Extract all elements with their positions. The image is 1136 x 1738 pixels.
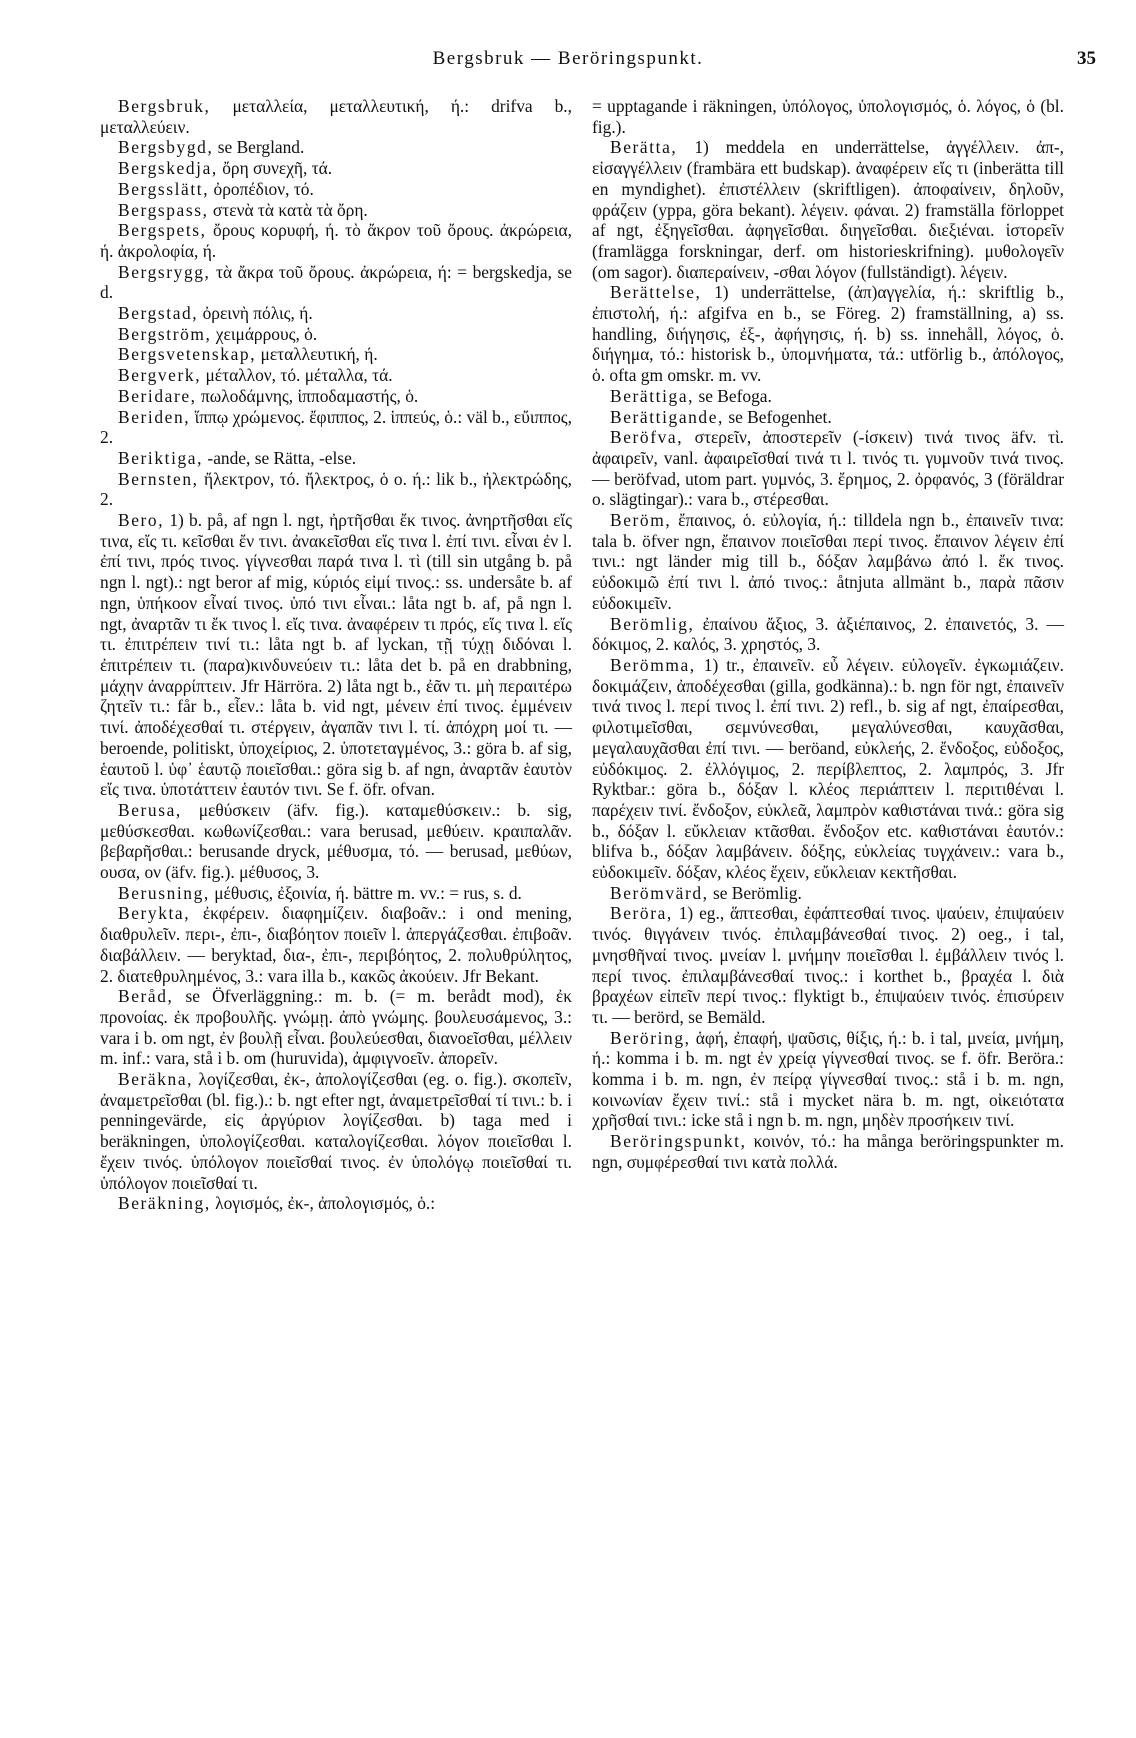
entry-headword: Bergsslätt, bbox=[118, 178, 210, 199]
dictionary-entry bbox=[100, 883, 572, 904]
entry-headword: Bergsvetenskap, bbox=[118, 344, 257, 365]
dictionary-entry bbox=[100, 200, 572, 221]
entry-headword: Berättigande, bbox=[610, 406, 724, 427]
dictionary-entry bbox=[592, 386, 1064, 407]
entry-definition: ἐκφέρειν. διαφημίζειν. διαβοᾶν.: i ond mening, διαθρυλεῖν. περι-, ἐπι-, διαβόητον ποιεῖν l. ἀπεργάζεσθαι. ἐπιβοᾶν. διαβάλλειν. — beryktad, δια-, ἐπι-, περιβόητος, 2. πολυθρύλητος, 2. διατεθρυλημένος, 3.: vara illa b., κακῶς ἀκούειν. Jfr Bekant. bbox=[100, 903, 572, 986]
dictionary-entry bbox=[592, 1028, 1064, 1132]
dictionary-entry bbox=[100, 324, 572, 345]
entry-headword: Bergverk, bbox=[118, 365, 202, 386]
dictionary-entry bbox=[592, 510, 1064, 614]
entry-definition: ἵππῳ χρώμενος. ἔφιππος, 2. ἱππεύς, ὁ.: väl b., εὔιππος, 2. bbox=[100, 406, 572, 448]
dictionary-entry bbox=[100, 510, 572, 800]
entry-headword: Berömma, bbox=[610, 654, 696, 675]
left-column bbox=[100, 96, 572, 1214]
entry-definition: 1) eg., ἅπτεσθαι, ἐφάπτεσθαί τινος. ψαύειν, ἐπιψαύειν τινός. θιγγάνειν τινός. ἐπιλαμβάνεσθαί τινος. 2) oeg., i tal, μνησθῆναί τινος. μνείαν l. μνήμην ποιεῖσθαι l. ἐμβάλλειν τινός l. περί τινος. ἐπιλαμβάνεσθαί τινος.: i korthet b., βραχέα l. διὰ βραχέων εἰπεῖν περί τινος.: flyktigt b., ἐπιψαύειν τινός. ἐπισύρειν τι. — berörd, se Bemäld. bbox=[592, 903, 1064, 1027]
dictionary-entry bbox=[100, 1069, 572, 1193]
entry-definition: ὄρους κορυφή, ή. τὸ ἄκρον τοῦ ὄρους. ἀκρώρεια, ή. ἀκρολοφία, ή. bbox=[100, 220, 572, 261]
entry-headword: Beriktiga, bbox=[118, 447, 204, 468]
entry-headword: Berömvärd, bbox=[610, 882, 709, 903]
entry-definition: λογίζεσθαι, ἐκ-, ἀπολογίζεσθαι (eg. o. fig.). σκοπεῖν, ἀναμετρεῖσθαι (bl. fig.).: b. ngt efter ngt, ἀναμετρεῖσθαί τί τινι.: b. i penningevärde, εἰς ἀργύριον λογίζεσθαι. b) taga med i beräkningen, ὑπολογίζεσθαι. καταλογίζεσθαι. λόγον ποιεῖσθαι l. ἔχειν τινός. ὑπόλογον ποιεῖσθαί τινος. ἐν ὑπολόγῳ ποιεῖσθαί τι. ὑπόλογον ποιεῖσθαί τι. bbox=[100, 1069, 572, 1193]
entry-definition: 1) b. på, af ngn l. ngt, ἠρτῆσθαι ἔκ τινος. ἀνηρτῆσθαι εἴς τινα, εἴς τι. κεῖσθαι ἔν τινι. ἀνακεῖσθαι εἴς τινα l. ἐπί τινι. εἶναι ἐν l. ἐπί τινι, πρός τινος. γίγνεσθαι παρά τινα l. τὶ (till sin utgång b. på ngn l. ngt).: ngt beror af mig, κύριός εἰμί τινος.: ss. undersåte b. af ngn, ὑπήκοον εἶναί τινος. ὑπό τινι εἶναι.: låta ngt b. af, på ngn l. ngt, ἀναρτᾶν τι ἔκ τινος l. εἴς τινα. ἀναφέρειν τι πρός, εἴς τινα l. εἴς τι. ἐπιτρέπειν τινί τι.: låta ngt b. af lyckan, τῇ τύχῃ διδόναι l. ἐπιτρέπειν τι. (παρα)κινδυνεύειν τι.: låta det b. på en drabbning, μάχην ἀναρρίπτειν. Jfr Härröra. 2) låta ngt b., ἐᾶν τι. μὴ περαιτέρω ζητεῖν τι.: får b., εἶεν.: låta b. vid ngt, μένειν ἐπί τινος. ἐμμένειν τινί. ἀποδέχεσθαί τι. στέργειν, ἀγαπᾶν τινι l. τί. ἀπόχρη μοί τι. — beroende, politiskt, ὑποχείριος, 2. ὑποτεταγμένος, 3.: göra b. af sig, ἑαυτοῦ l. ὑφ᾿ ἑαυτῷ ποιεῖσθαι.: göra sig b. af ngn, ἀναρτᾶν ἑαυτὸν εἴς τινα. ὑποτάττειν ἑαυτόν τινι. Se f. öfr. ofvan. bbox=[100, 510, 572, 800]
entry-definition: ἐπαίνου ἄξιος, 3. ἀξιέπαινος, 2. ἐπαινετός, 3. — δόκιμος, 2. καλός, 3. χρηστός, 3. bbox=[592, 613, 1064, 655]
entry-definition: 1) meddela en underrättelse, ἀγγέλλειν. ἀπ-, εἰσαγγέλλειν (frambära ett budskap). ἀναφέρειν εἴς τι (inberätta till en myndighet). ἐπιστέλλειν (skriftligen). ἀποφαίνειν, δηλοῦν, φράζειν (yppa, göra bekant). λέγειν. φάναι. 2) framställa förloppet af ngt, ἐξηγεῖσθαι. ἀφηγεῖσθαι. διηγεῖσθαι. διεξιέναι. ἱστορεῖν (framlägga forskningar, derf. om historieskrifning). μυθολογεῖν (om sagor). διαπεραίνειν, -σθαι λόγον (fullständigt). λέγειν. bbox=[592, 137, 1064, 282]
entry-definition: στενὰ τὰ κατὰ τὰ ὄρη. bbox=[208, 199, 368, 220]
entry-definition: μεταλλεία, μεταλλευτική, ή.: drifva b., μεταλλεύειν. bbox=[100, 96, 572, 137]
dictionary-entry bbox=[100, 800, 572, 883]
dictionary-entry bbox=[100, 137, 572, 158]
entry-headword: Bernsten, bbox=[118, 468, 199, 489]
entry-definition: se Öfverläggning.: m. b. (= m. berådt mod), ἐκ προνοίας. ἐκ προβουλῆς. γνώμῃ. ἀπὸ γνώμης. βουλευσάμενος, 3.: vara i b. om ngt, ἐν βουλῇ εἶναι. βουλεύεσθαι, διανοεῖσθαι, μέλλειν m. inf.: vara, stå i b. om (huruvida), ἀμφιγνοεῖν. ἀπορεῖν. bbox=[100, 986, 572, 1069]
entry-headword: Bergspets, bbox=[118, 220, 207, 241]
entry-definition: se Befogenhet. bbox=[724, 406, 832, 427]
dictionary-entry bbox=[100, 262, 572, 303]
entry-headword: Beröfva, bbox=[610, 427, 684, 448]
entry-definition: λογισμός, ἐκ-, ἀπολογισμός, ὁ.: bbox=[210, 1193, 436, 1214]
dictionary-entry bbox=[592, 903, 1064, 1027]
dictionary-entry bbox=[100, 179, 572, 200]
dictionary-entry bbox=[100, 220, 572, 261]
page-number: 35 bbox=[1077, 48, 1096, 69]
entry-definition: se Berömlig. bbox=[708, 882, 802, 903]
entry-headword: Beröring, bbox=[610, 1027, 691, 1048]
entry-headword: Berätta, bbox=[610, 137, 678, 158]
dictionary-entry bbox=[592, 883, 1064, 904]
entry-headword: Bergsrygg, bbox=[118, 261, 211, 282]
entry-definition: μεταλλευτική, ή. bbox=[256, 344, 378, 365]
dictionary-entry bbox=[592, 614, 1064, 655]
entry-definition: ἁφή, ἐπαφή, ψαῦσις, θίξις, ή.: b. i tal, μνεία, μνήμη, ή.: komma i b. m. ngt ἐν χρείᾳ γίγνεσθαί τινος. se f. öfr. Beröra.: komma i b. m. ngn, ἐν πείρᾳ γίγνεσθαί τινος.: stå i b. m. ngn, κοινωνίαν ἔχειν τινί.: stå i mycket nära b. m. ngt, οἰκειότατα χρῆσθαί τινι.: icke stå i ngn b. m. ngn, μηδὲν προσήκειν τινί. bbox=[592, 1027, 1064, 1131]
page-header bbox=[0, 48, 1136, 78]
running-title: Bergsbruk — Beröringspunkt. bbox=[432, 48, 704, 69]
entry-definition: μέθυσις, ἐξοινία, ή. bättre m. vv.: = rus, s. d. bbox=[209, 882, 522, 903]
entry-definition: ἔπαινος, ὁ. εὐλογία, ή.: tilldela ngn b., ἐπαινεῖν τινα: tala b. öfver ngn, ἔπαινον ποιεῖσθαι περί τινος. ἔπαινον λέγειν ἐπί τινι.: ngt länder mig till b., δόξαν λαμβάνω ἀπό l. ἔκ τινος. εὐδοκιμῶ ἐπί τινι l. ἀπό τινος.: åtnjuta allmänt b., παρὰ πᾶσιν εὐδοκιμεῖν. bbox=[592, 510, 1064, 613]
entry-headword: Beridare, bbox=[118, 385, 197, 406]
dictionary-entry bbox=[592, 137, 1064, 282]
dictionary-entry bbox=[592, 655, 1064, 883]
dictionary-entry bbox=[100, 448, 572, 469]
entry-definition: μεθύσκειν (äfv. fig.). καταμεθύσκειν.: b. sig, μεθύσκεσθαι. κωθωνίζεσθαι.: vara berusad, μεθύειν. κραιπαλᾶν. βεβαρῆσθαι.: berusande dryck, μέθυσμα, τό. — berusad, μεθύων, ουσα, ον (äfv. fig.). μέθυσος, 3. bbox=[100, 799, 572, 883]
dictionary-entry bbox=[100, 365, 572, 386]
entry-definition: se Bergland. bbox=[213, 137, 305, 158]
entry-definition: τὰ ἄκρα τοῦ ὄρους. ἀκρώρεια, ή: = bergskedja, se d. bbox=[100, 261, 572, 303]
entry-definition: πωλοδάμνης, ἱπποδαμαστής, ὁ. bbox=[196, 385, 419, 406]
dictionary-entry bbox=[592, 427, 1064, 510]
entry-headword: Berusning, bbox=[118, 882, 210, 903]
dictionary-entry bbox=[100, 1193, 572, 1214]
dictionary-entry bbox=[592, 1131, 1064, 1172]
entry-headword: Berusa, bbox=[118, 799, 182, 820]
dictionary-entry bbox=[592, 282, 1064, 386]
dictionary-entry bbox=[100, 903, 572, 986]
entry-definition: ὀροπέδιον, τό. bbox=[209, 178, 314, 199]
entry-definition: = upptagande i räkningen, ὑπόλογος, ὑπολογισμός, ὁ. λόγος, ὁ (bl. fig.). bbox=[592, 96, 1064, 137]
entry-headword: Beräkna, bbox=[118, 1069, 194, 1090]
entry-headword: Berömlig, bbox=[610, 613, 695, 634]
entry-headword: Berättelse, bbox=[610, 282, 702, 303]
dictionary-entry bbox=[592, 96, 1064, 137]
entry-headword: Bergström, bbox=[118, 323, 212, 344]
dictionary-entry bbox=[592, 407, 1064, 428]
entry-headword: Beråd, bbox=[118, 986, 174, 1007]
dictionary-entry bbox=[100, 303, 572, 324]
entry-definition: se Befoga. bbox=[694, 385, 772, 406]
dictionary-entry bbox=[100, 386, 572, 407]
entry-headword: Bergstad, bbox=[118, 303, 199, 324]
entry-headword: Beräkning, bbox=[118, 1193, 211, 1214]
entry-definition: κοινόν, τό.: ha många beröringspunkter m. ngn, συμφέρεσθαί τινι κατὰ πολλά. bbox=[592, 1131, 1064, 1172]
entry-headword: Bero, bbox=[118, 510, 165, 531]
dictionary-entry bbox=[100, 344, 572, 365]
entry-headword: Bergsbruk, bbox=[118, 96, 211, 116]
dictionary-entry bbox=[100, 96, 572, 137]
entry-headword: Beröm, bbox=[610, 510, 672, 531]
entry-definition: ὄρη συνεχῆ, τά. bbox=[217, 158, 333, 179]
entry-definition: στερεῖν, ἀποστερεῖν (-ίσκειν) τινά τινος äfv. τὶ. ἀφαιρεῖν, vanl. ἀφαιρεῖσθαί τινά τι l. τινός τι. γυμνοῦν τινά τινος. — beröfvad, utom part. γυμνός, 3. ἔρημος, 2. ὀρφανός, 3 (föräldrar o. slägtingar).: vara b., στέρεσθαι. bbox=[592, 427, 1064, 510]
dictionary-entry bbox=[100, 158, 572, 179]
entry-headword: Beröringspunkt, bbox=[610, 1131, 747, 1152]
entry-headword: Bergskedja, bbox=[118, 158, 218, 179]
entry-headword: Beriden, bbox=[118, 406, 191, 427]
right-column bbox=[592, 96, 1064, 1173]
dictionary-entry bbox=[100, 407, 572, 448]
entry-definition: μέταλλον, τό. μέταλλα, τά. bbox=[201, 365, 393, 386]
dictionary-entry bbox=[100, 986, 572, 1069]
dictionary-entry bbox=[100, 469, 572, 510]
entry-definition: -ande, se Rätta, -else. bbox=[203, 447, 357, 468]
entry-headword: Berättiga, bbox=[610, 385, 695, 406]
entry-definition: χειμάρρους, ὁ. bbox=[211, 323, 318, 344]
entry-headword: Berykta, bbox=[118, 903, 191, 924]
entry-definition: 1) underrättelse, (ἀπ)αγγελία, ή.: skriftlig b., ἐπιστολή, ή.: afgifva en b., se Föreg. 2) framställning, a) ss. handling, διήγησις, ἐξ-, ἀφήγησις, ή. b) ss. innehåll, λόγος, ὁ. διήγημα, τό.: historisk b., ὑπομνήματα, τά.: utförlig b., ἀπόλογος, ὁ. ofta gm omskr. m. vv. bbox=[592, 282, 1064, 386]
entry-definition: ἤλεκτρον, τό. ἤλεκτρος, ὁ o. ή.: lik b., ἠλεκτρώδης, 2. bbox=[100, 468, 572, 510]
entry-definition: 1) tr., ἐπαινεῖν. εὖ λέγειν. εὐλογεῖν. ἐγκωμιάζειν. δοκιμάζειν, ἀποδέχεσθαι (gilla, godkänna).: b. ngn för ngt, ἐπαινεῖν τινά τινος l. περί τινος l. ἐπί τινι. 2) refl., b. sig af ngt, ἐπαίρεσθαι, φιλοτιμεῖσθαι, σεμνύνεσθαι, μεγαλύνεσθαι, καυχᾶσθαι, μεγαλαυχᾶσθαι ἐπί τινι. — beröand, εὐκλεής, 2. ἔνδοξος, εὐδοξος, εὐδόκιμος. 2. ἐλλόγιμος, 2. περίβλεπτος, 2. λαμπρός, 3. Jfr Ryktbar.: göra b., δόξαν l. κλέος περιάπτειν l. περιτιθέναι l. παρέχειν τινί. ἔνδοξον, εὐκλεᾶ, λαμπρὸν καθιστάναι τινά.: göra sig b., δόξαν l. εὔκλειαν κτᾶσθαι. ἔνδοξον etc. καθιστάναι ἑαυτόν.: blifva b., δόξαν λαμβάνειν. δόξης, εὐκλείας τυγχάνειν.: vara b., εὐδοκιμεῖν. δόξαν, κλέος ἔχειν, εὔκλειαν κεκτῆσθαι. bbox=[592, 654, 1064, 883]
entry-headword: Bergspass, bbox=[118, 199, 209, 220]
entry-definition: ὀρεινὴ πόλις, ή. bbox=[198, 303, 313, 324]
entry-headword: Beröra, bbox=[610, 903, 673, 924]
entry-headword: Bergsbygd, bbox=[118, 137, 214, 158]
